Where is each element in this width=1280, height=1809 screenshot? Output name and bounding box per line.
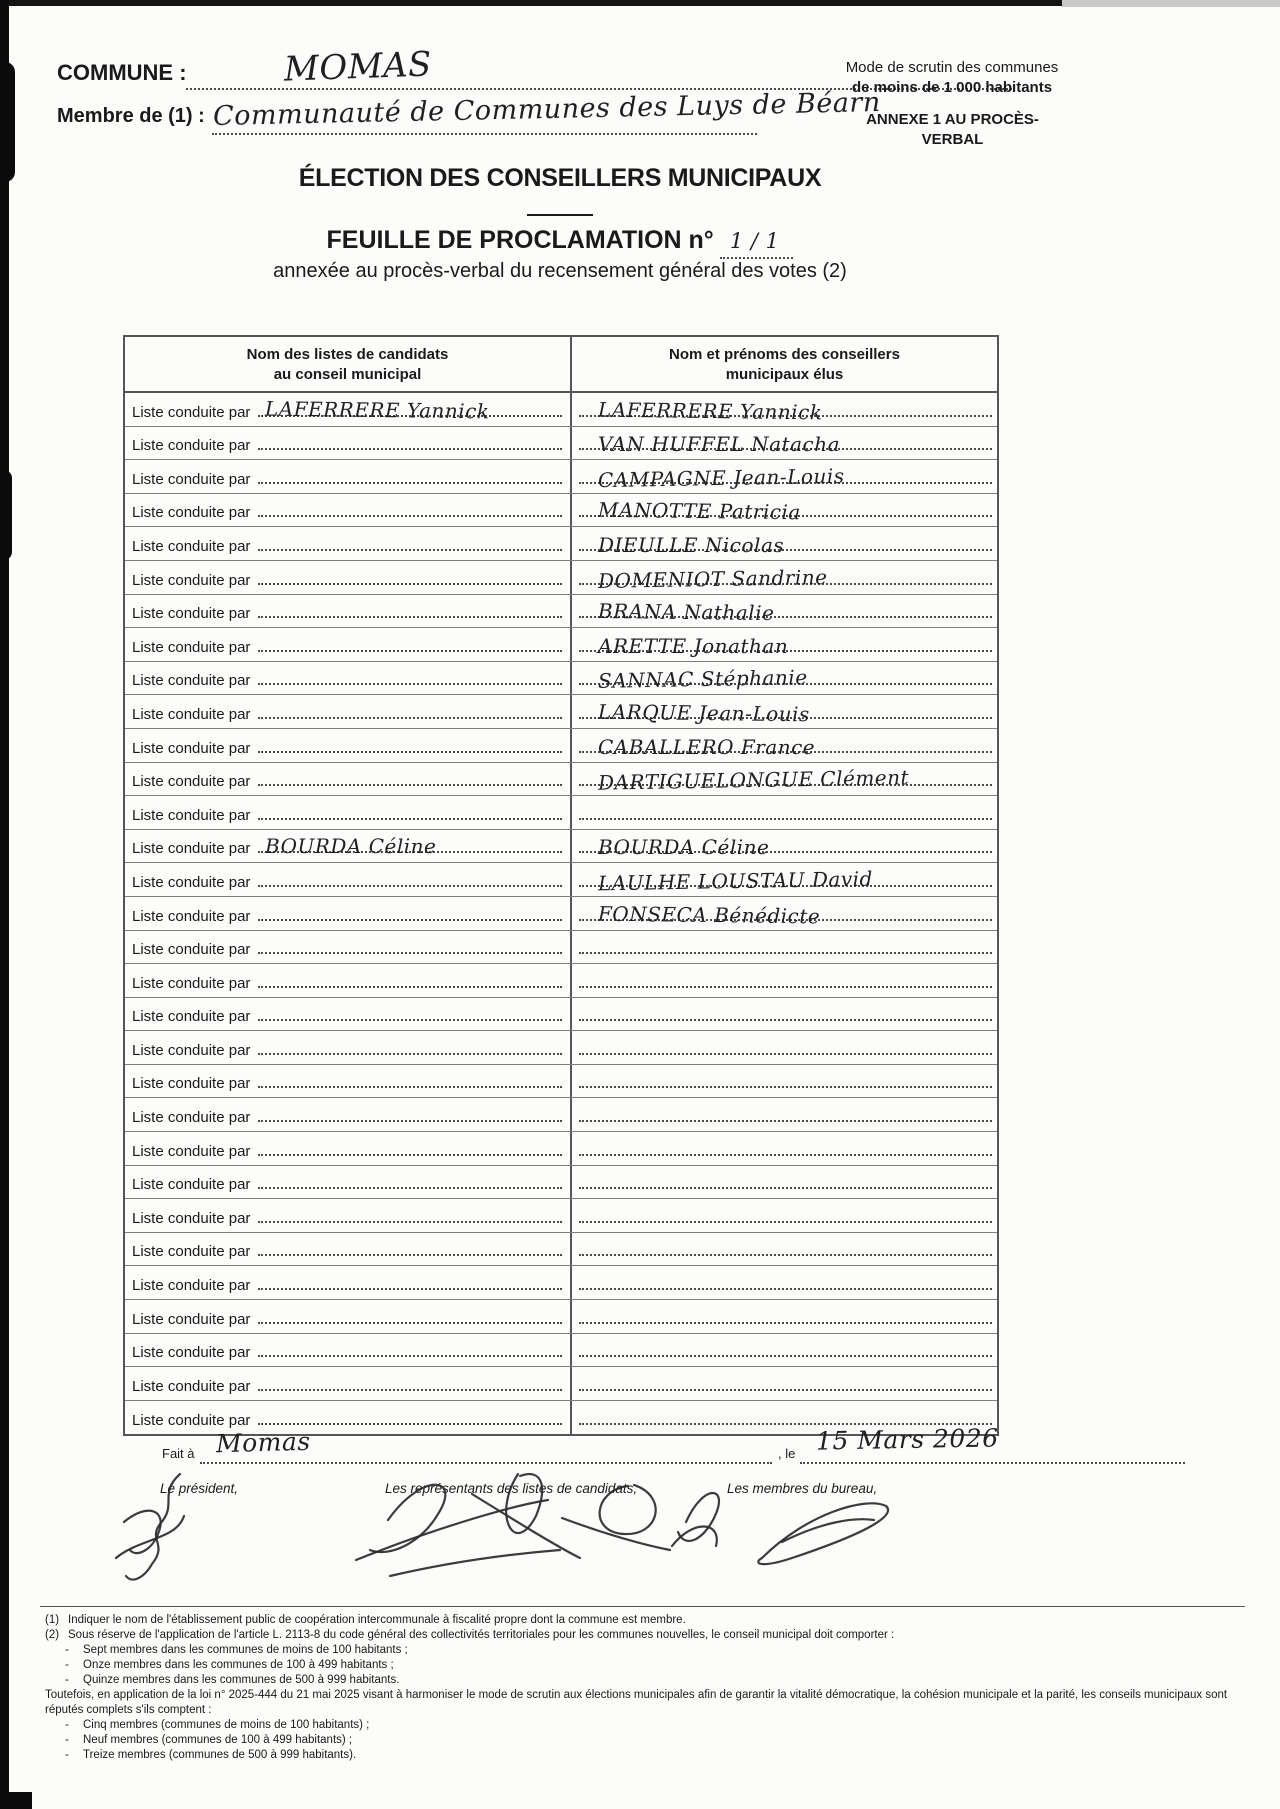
handwritten-sheet-number: 1 / 1 — [729, 229, 780, 253]
elected-name-cell — [572, 863, 997, 896]
table-row — [125, 998, 997, 1032]
footnote-bullet-text: - Onze membres dans les communes de 100 à 499 habitants ; — [83, 1659, 394, 1671]
table-row — [125, 1300, 997, 1334]
elected-name-cell — [572, 494, 997, 527]
dotted-write-line — [579, 1086, 992, 1088]
row-label: Liste conduite par — [132, 1377, 251, 1395]
footnote-bullet-text: - Treize membres (communes de 500 à 999 habitants). — [83, 1749, 357, 1761]
footnote-1-number: (1) — [45, 1614, 60, 1626]
list-name-cell — [125, 561, 572, 594]
dotted-write-line — [258, 1322, 562, 1324]
row-label: Liste conduite par — [132, 571, 251, 589]
list-name-cell — [125, 427, 572, 460]
row-label: Liste conduite par — [132, 773, 251, 791]
elected-name-cell — [572, 1300, 997, 1333]
handwritten-elected-name: LAULHE LOUSTAU David — [597, 866, 874, 896]
list-name-cell — [125, 897, 572, 930]
elected-name-cell — [572, 1266, 997, 1299]
dotted-write-line — [258, 784, 562, 786]
elected-name-cell — [572, 1098, 997, 1131]
footnote-bullet — [45, 1673, 1245, 1688]
list-name-cell — [125, 628, 572, 661]
elected-name-cell — [572, 1132, 997, 1165]
dotted-write-line — [258, 515, 562, 517]
table-row — [125, 427, 997, 461]
row-label: Liste conduite par — [132, 537, 251, 555]
row-label: Liste conduite par — [132, 470, 251, 488]
elected-name-cell — [572, 763, 997, 796]
row-label: Liste conduite par — [132, 739, 251, 757]
handwritten-elected-name: CAMPAGNE Jean-Louis — [597, 463, 845, 492]
scan-edge-left-bulge — [0, 62, 15, 182]
table-row — [125, 494, 997, 528]
row-label: Liste conduite par — [132, 873, 251, 891]
list-name-cell — [125, 1132, 572, 1165]
list-name-cell — [125, 1300, 572, 1333]
list-name-cell — [125, 729, 572, 762]
table-row — [125, 1199, 997, 1233]
dotted-write-line — [579, 1120, 992, 1122]
dotted-write-line — [579, 1053, 992, 1055]
list-name-cell — [125, 998, 572, 1031]
handwritten-elected-name: BOURDA Céline — [598, 835, 770, 860]
table-body — [125, 393, 997, 1434]
elected-name-cell — [572, 729, 997, 762]
list-name-cell — [125, 964, 572, 997]
list-name-cell — [125, 1401, 572, 1435]
dotted-write-line — [258, 717, 562, 719]
table-row — [125, 1132, 997, 1166]
list-name-cell — [125, 393, 572, 426]
list-name-cell — [125, 1199, 572, 1232]
title-separator-rule — [527, 214, 593, 216]
table-row — [125, 1334, 997, 1368]
scan-edge-left — [0, 0, 9, 1809]
mode-scrutin-line1: Mode de scrutin des communes — [845, 59, 1059, 76]
row-label: Liste conduite par — [132, 672, 251, 690]
elected-name-cell — [572, 1334, 997, 1367]
footnote-bullet — [45, 1718, 1245, 1733]
sheet-title — [120, 226, 1000, 259]
handwritten-elected-name: LARQUE Jean-Louis — [597, 699, 810, 727]
footnotes — [45, 1613, 1245, 1763]
table-row — [125, 729, 997, 763]
handwritten-elected-name: MANOTTE Patricia — [597, 498, 801, 525]
footnote-bullet-text: - Neuf membres (communes de 100 à 499 habitants) ; — [83, 1734, 353, 1746]
table-row — [125, 1065, 997, 1099]
dotted-write-line — [258, 549, 562, 551]
dotted-write-line — [258, 919, 562, 921]
column-header-elected-line2: municipaux élus — [725, 366, 844, 384]
handwritten-place: Momas — [215, 1426, 311, 1459]
dotted-write-line — [258, 1120, 562, 1122]
elected-name-cell — [572, 897, 997, 930]
president-signature — [116, 1474, 184, 1580]
dotted-write-line — [258, 650, 562, 652]
row-label: Liste conduite par — [132, 806, 251, 824]
row-label: Liste conduite par — [132, 638, 251, 656]
footnote-bullet — [45, 1748, 1245, 1763]
dotted-write-line — [579, 1187, 992, 1189]
elected-name-cell — [572, 393, 997, 426]
footnote-2-text: Sous réserve de l'application de l'article L. 2113-8 du code général des collectivités territoriales pour les communes nouvelles, le conseil municipal doit comporter : — [68, 1629, 895, 1641]
dotted-write-line — [258, 482, 562, 484]
dotted-write-line — [579, 818, 992, 820]
handwritten-membre-value: Communauté de Communes des Luys de Béarn — [212, 87, 881, 132]
row-label: Liste conduite par — [132, 1243, 251, 1261]
row-label: Liste conduite par — [132, 1142, 251, 1160]
dotted-write-line — [258, 616, 562, 618]
list-name-cell — [125, 863, 572, 896]
row-label: Liste conduite par — [132, 1041, 251, 1059]
row-label: Liste conduite par — [132, 1412, 251, 1430]
table-row — [125, 1367, 997, 1401]
dotted-write-line — [579, 986, 992, 988]
dotted-write-line — [258, 583, 562, 585]
handwritten-elected-name: ARETTE Jonathan — [598, 633, 789, 658]
dotted-write-line — [258, 751, 562, 753]
table-row — [125, 628, 997, 662]
list-name-cell — [125, 763, 572, 796]
dotted-write-line — [258, 952, 562, 954]
representants-caption: Les représentants des listes de candidats, — [385, 1481, 638, 1496]
row-label: Liste conduite par — [132, 504, 251, 522]
table-row — [125, 561, 997, 595]
scan-edge-top-right — [1062, 0, 1280, 7]
handwritten-date: 15 Mars 2026 — [815, 1423, 999, 1456]
scan-edge-top — [9, 0, 1062, 6]
elected-name-cell — [572, 1065, 997, 1098]
handwritten-elected-name: DARTIGUELONGUE Clément — [597, 765, 910, 795]
subtitle: annexée au procès-verbal du recensement général des votes (2) — [273, 260, 847, 282]
dotted-write-line — [258, 986, 562, 988]
table-row — [125, 931, 997, 965]
membre-de-label: Membre de (1) : — [57, 105, 205, 127]
dotted-write-line — [579, 1254, 992, 1256]
handwritten-elected-name: SANNAC Stéphanie — [597, 665, 808, 694]
footnote-2-number: (2) — [45, 1629, 60, 1641]
row-label: Liste conduite par — [132, 705, 251, 723]
footnote-bullet-text: - Cinq membres (communes de moins de 100 habitants) ; — [83, 1719, 370, 1731]
footnote-2 — [45, 1628, 1245, 1643]
elected-name-cell — [572, 427, 997, 460]
handwritten-elected-name: CABALLERO France — [598, 734, 816, 759]
dotted-write-line — [258, 1423, 562, 1425]
table-row — [125, 1031, 997, 1065]
handwritten-elected-name: BRANA Nathalie — [597, 599, 775, 626]
signatures-area — [90, 1458, 970, 1618]
dotted-write-line — [258, 1221, 562, 1223]
handwritten-elected-name: DIEULLE Nicolas — [598, 532, 785, 557]
dotted-write-line — [258, 1288, 562, 1290]
dotted-write-line — [579, 1322, 992, 1324]
dotted-write-line — [258, 818, 562, 820]
list-name-cell — [125, 1367, 572, 1400]
membres-bureau-signatures — [672, 1493, 888, 1564]
elected-name-cell — [572, 628, 997, 661]
list-name-cell — [125, 796, 572, 829]
membre-dotted-line — [212, 133, 757, 135]
list-name-cell — [125, 1334, 572, 1367]
dotted-write-line — [258, 1086, 562, 1088]
elected-name-cell — [572, 1166, 997, 1199]
list-name-cell — [125, 494, 572, 527]
handwritten-elected-name: LAFERRERE Yannick — [597, 397, 823, 424]
elected-name-cell — [572, 1367, 997, 1400]
footnote-bullet-text: - Sept membres dans les communes de moins de 100 habitants ; — [83, 1644, 408, 1656]
list-name-cell — [125, 1031, 572, 1064]
mode-scrutin-note — [838, 58, 1066, 97]
elected-name-cell — [572, 796, 997, 829]
table-row — [125, 796, 997, 830]
elected-name-cell — [572, 527, 997, 560]
table-row — [125, 662, 997, 696]
column-header-lists-line1: Nom des listes de candidats — [246, 346, 449, 363]
elected-name-cell — [572, 695, 997, 728]
row-label: Liste conduite par — [132, 437, 251, 455]
dotted-write-line — [258, 1053, 562, 1055]
footnote-bullet — [45, 1643, 1245, 1658]
footnote-bullet — [45, 1733, 1245, 1748]
dotted-write-line — [258, 1389, 562, 1391]
proclamation-table — [123, 335, 999, 1436]
elected-name-cell — [572, 595, 997, 628]
table-row — [125, 763, 997, 797]
footnote-1 — [45, 1613, 1245, 1628]
dotted-write-line — [258, 1019, 562, 1021]
dotted-write-line — [579, 1019, 992, 1021]
list-name-cell — [125, 1266, 572, 1299]
elected-name-cell — [572, 1199, 997, 1232]
elected-name-cell — [572, 460, 997, 493]
dotted-write-line — [579, 1288, 992, 1290]
row-label: Liste conduite par — [132, 1075, 251, 1093]
elected-name-cell — [572, 830, 997, 863]
scan-edge-left-bulge — [0, 470, 12, 560]
dotted-write-line — [579, 1221, 992, 1223]
table-row — [125, 595, 997, 629]
mode-scrutin-line2: de moins de 1 000 habitants — [851, 78, 1053, 96]
elected-name-cell — [572, 662, 997, 695]
footnote-divider — [40, 1606, 1245, 1607]
list-name-cell — [125, 595, 572, 628]
table-row — [125, 1233, 997, 1267]
elected-name-cell — [572, 1233, 997, 1266]
dotted-write-line — [579, 1389, 992, 1391]
row-label: Liste conduite par — [132, 605, 251, 623]
table-row — [125, 695, 997, 729]
column-header-lists-line2: au conseil municipal — [273, 366, 422, 384]
table-row — [125, 863, 997, 897]
president-caption: Le président, — [160, 1481, 239, 1496]
table-row — [125, 460, 997, 494]
dotted-write-line — [258, 885, 562, 887]
table-row — [125, 393, 997, 427]
dotted-write-line — [258, 1187, 562, 1189]
row-label: Liste conduite par — [132, 1109, 251, 1127]
handwritten-elected-name: DOMENIOT Sandrine — [597, 564, 828, 593]
fait-a-label: Fait à — [162, 1446, 195, 1461]
row-label: Liste conduite par — [132, 1176, 251, 1194]
list-name-cell — [125, 460, 572, 493]
elected-name-cell — [572, 998, 997, 1031]
elected-name-cell — [572, 964, 997, 997]
row-label: Liste conduite par — [132, 1277, 251, 1295]
sheet-title-label: FEUILLE DE PROCLAMATION n° — [326, 226, 714, 254]
handwritten-list-name: LAFERRERE Yannick — [264, 396, 490, 423]
dotted-write-line — [579, 952, 992, 954]
list-name-cell — [125, 1166, 572, 1199]
list-name-cell — [125, 830, 572, 863]
table-row — [125, 1266, 997, 1300]
row-label: Liste conduite par — [132, 941, 251, 959]
table-row — [125, 830, 997, 864]
commune-label: COMMUNE : — [57, 60, 187, 85]
elected-name-cell — [572, 561, 997, 594]
elected-name-cell — [572, 1031, 997, 1064]
row-label: Liste conduite par — [132, 840, 251, 858]
handwritten-elected-name: VAN HUFFEL Natacha — [598, 432, 841, 457]
row-label: Liste conduite par — [132, 1310, 251, 1328]
list-name-cell — [125, 695, 572, 728]
column-header-elected — [572, 337, 997, 391]
row-label: Liste conduite par — [132, 1344, 251, 1362]
dotted-write-line — [258, 1355, 562, 1357]
dotted-write-line — [258, 1154, 562, 1156]
dotted-write-line — [579, 1355, 992, 1357]
row-label: Liste conduite par — [132, 907, 251, 925]
column-header-elected-line1: Nom et prénoms des conseillers — [669, 346, 900, 363]
list-name-cell — [125, 662, 572, 695]
dotted-write-line — [258, 1254, 562, 1256]
row-label: Liste conduite par — [132, 1008, 251, 1026]
handwritten-elected-name: FONSECA Bénédicte — [597, 901, 821, 928]
handwritten-commune-value: MOMAS — [283, 44, 433, 90]
list-name-cell — [125, 1233, 572, 1266]
sheet-number-group — [720, 226, 794, 259]
handwritten-list-name: BOURDA Céline — [265, 834, 437, 859]
list-name-cell — [125, 1098, 572, 1131]
scan-corner-mark — [0, 1792, 32, 1809]
elected-name-cell — [572, 931, 997, 964]
dotted-write-line — [258, 448, 562, 450]
row-label: Liste conduite par — [132, 974, 251, 992]
representants-signatures — [356, 1474, 670, 1576]
table-row — [125, 897, 997, 931]
table-header-row — [125, 337, 997, 393]
table-row — [125, 1098, 997, 1132]
annexe-label: ANNEXE 1 AU PROCÈS-VERBAL — [866, 111, 1039, 148]
row-label: Liste conduite par — [132, 1209, 251, 1227]
row-label: Liste conduite par — [132, 403, 251, 421]
footnote-1-text: Indiquer le nom de l'établissement public de coopération intercommunale à fiscalité propre dont la commune est membre. — [68, 1614, 686, 1626]
main-title: ÉLECTION DES CONSEILLERS MUNICIPAUX — [298, 164, 822, 192]
table-row — [125, 964, 997, 998]
table-row — [125, 1166, 997, 1200]
list-name-cell — [125, 1065, 572, 1098]
le-label: , le — [778, 1446, 796, 1461]
footnote-bullet-text: - Quinze membres dans les communes de 500 à 999 habitants. — [83, 1674, 400, 1686]
footnote-bullet — [45, 1658, 1245, 1673]
list-name-cell — [125, 527, 572, 560]
dotted-write-line — [258, 683, 562, 685]
table-row — [125, 527, 997, 561]
membres-bureau-caption: Les membres du bureau, — [727, 1481, 878, 1496]
dotted-write-line — [579, 1154, 992, 1156]
column-header-lists — [125, 337, 572, 391]
list-name-cell — [125, 931, 572, 964]
footnote-toutefois: Toutefois, en application de la loi n° 2025-444 du 21 mai 2025 visant à harmoniser le mode de scrutin aux élections municipales afin de garantir la vitalité démocratique, la cohésion municipale et la parité, les conseils municipaux sont réputés complets s'ils comptent : — [45, 1689, 1228, 1716]
